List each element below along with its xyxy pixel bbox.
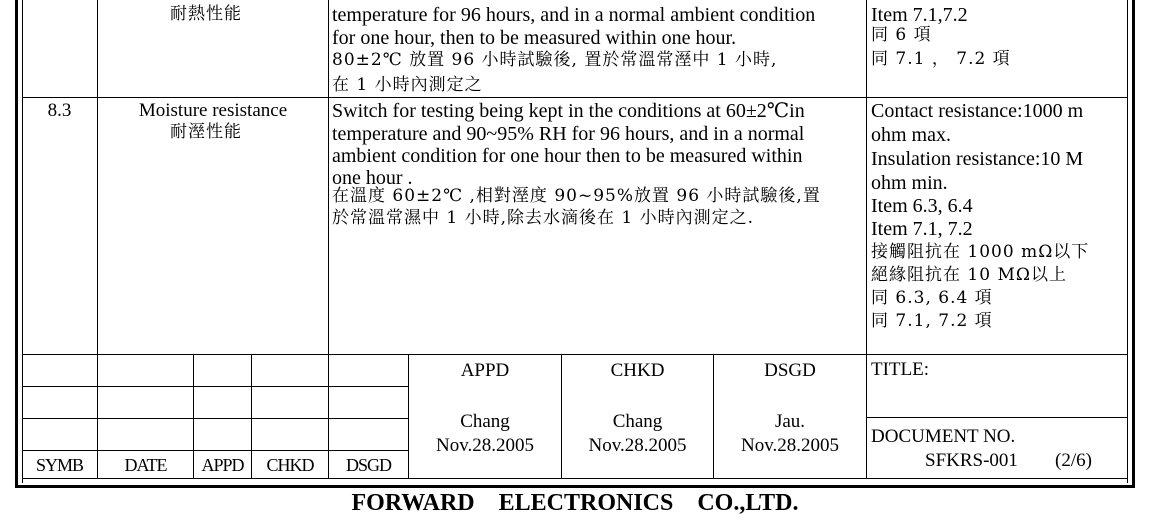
prev-req-line-1: Item 7.1,7.2 (871, 4, 968, 26)
outer-border-bottom (15, 485, 1135, 488)
table-bottom-line (22, 354, 1128, 355)
dsgd-label: DSGD (764, 360, 816, 381)
prev-desc-line-2: for one hour, then to be measured within one hour. (332, 27, 737, 49)
title-divider (866, 417, 1128, 418)
title-label: TITLE: (871, 359, 930, 380)
dsgd-name: Jau. (774, 411, 806, 432)
req-line-4: ohm min. (871, 172, 948, 194)
req-line-6: Item 7.1, 7.2 (871, 218, 973, 240)
item-name-zh: 耐溼性能 (170, 122, 242, 142)
rev-row-1 (22, 386, 408, 387)
col-divider-desc (866, 0, 867, 479)
desc-line-4: one hour . (332, 167, 413, 189)
prev-req-line-2: 同 6 項 (871, 25, 932, 45)
rev-header-dsgd: DSGD (345, 455, 391, 475)
outer-border-right (1132, 0, 1135, 488)
company-name: FORWARD ELECTRONICS CO.,LTD. (351, 490, 799, 516)
req-line-3: Insulation resistance:10 M (871, 148, 1084, 170)
req-line-9: 同 6.3, 6.4 項 (871, 288, 993, 308)
col-divider-no (97, 0, 98, 355)
rev-row-2 (22, 418, 408, 419)
req-line-5: Item 6.3, 6.4 (871, 195, 973, 217)
desc-line-2: temperature and 90~95% RH for 96 hours, and in a normal (332, 123, 805, 145)
req-line-8: 絕緣阻抗在 10 MΩ以上 (871, 265, 1067, 285)
rev-header-appd: APPD (201, 455, 244, 475)
desc-line-6: 於常溫常濕中 1 小時,除去水滴後在 1 小時內測定之. (332, 208, 755, 228)
outer-border-left (15, 0, 18, 488)
rev-row-3 (22, 450, 408, 451)
req-line-2: ohm max. (871, 124, 951, 146)
item-number: 8.3 (47, 100, 72, 121)
prev-desc-line-1: temperature for 96 hours, and in a normal ambient condition (332, 4, 816, 26)
rev-header-chkd: CHKD (266, 455, 314, 475)
col-divider-item (328, 0, 329, 479)
appd-label: APPD (460, 360, 510, 381)
row-divider-8-3 (22, 97, 1128, 98)
inner-border-right (1127, 0, 1128, 483)
inner-border-bottom (22, 478, 1128, 479)
req-line-1: Contact resistance:1000 m (871, 100, 1084, 122)
chkd-label: CHKD (610, 360, 665, 381)
rev-header-symb: SYMB (35, 455, 84, 475)
req-line-7: 接觸阻抗在 1000 mΩ以下 (871, 242, 1090, 262)
prev-desc-line-4: 在 1 小時內測定之 (332, 75, 483, 95)
req-line-10: 同 7.1, 7.2 項 (871, 311, 993, 331)
dsgd-date: Nov.28.2005 (741, 435, 839, 456)
chkd-name: Chang (612, 411, 663, 432)
desc-line-3: ambient condition for one hour then to be measured within (332, 145, 803, 167)
document-no-value: SFKRS-001 (925, 450, 1018, 471)
page-indicator: (2/6) (1055, 450, 1092, 471)
appd-name: Chang (460, 411, 510, 432)
desc-line-5: 在溫度 60±2℃ ,相對溼度 90~95%放置 96 小時試驗後,置 (332, 186, 821, 206)
prev-desc-line-3: 80±2℃ 放置 96 小時試驗後, 置於常溫常溼中 1 小時, (332, 50, 778, 70)
rev-header-date: DATE (124, 455, 167, 475)
chkd-date: Nov.28.2005 (588, 435, 687, 456)
prev-req-line-3: 同 7.1 ， 7.2 項 (871, 49, 1011, 69)
heat-resistance-label-zh: 耐熱性能 (170, 4, 242, 24)
item-name-en: Moisture resistance (138, 100, 288, 121)
inner-border-left (22, 0, 23, 483)
desc-line-1: Switch for testing being kept in the conditions at 60±2℃in (332, 100, 805, 122)
appd-date: Nov.28.2005 (436, 435, 534, 456)
document-no-label: DOCUMENT NO. (871, 426, 1016, 447)
